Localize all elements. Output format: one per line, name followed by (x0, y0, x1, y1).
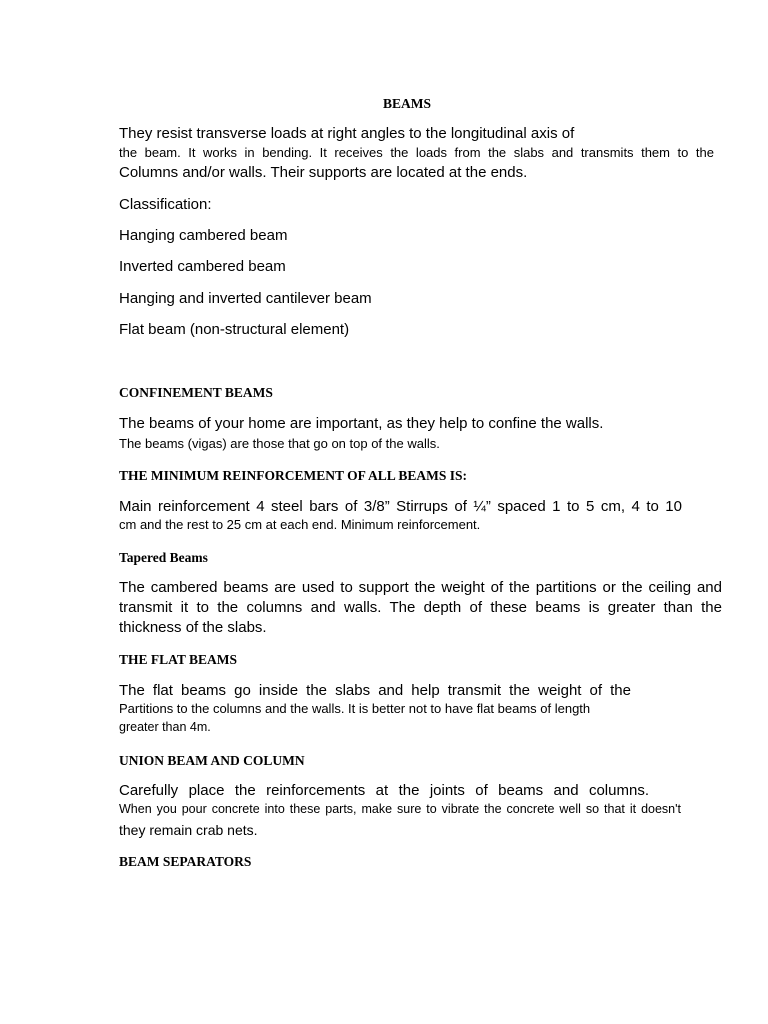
page-title: BEAMS (382, 96, 431, 111)
union-line-3: they remain crab nets. (119, 822, 258, 838)
union-line-2: When you pour concrete into these parts, make sure to vibrate the concrete well so that it doesn't (119, 802, 681, 816)
intro-line-3: Columns and/or walls. Their supports are located at the ends. (119, 164, 528, 181)
tapered-paragraph: The cambered beams are used to support the weight of the partitions or the ceiling and transmit it to the columns and walls. The depth of these beams is greater than the thickness of the slabs. (119, 579, 722, 636)
classification-item: Hanging cambered beam (119, 227, 288, 244)
classification-item: Hanging and inverted cantilever beam (119, 290, 372, 307)
flat-line-1: The flat beams go inside the slabs and help transmit the weight of the (119, 682, 631, 699)
flat-line-2: Partitions to the columns and the walls. It is better not to have flat beams of length (119, 701, 591, 716)
intro-line-1: They resist transverse loads at right angles to the longitudinal axis of (119, 125, 575, 142)
flat-line-3: greater than 4m. (119, 720, 211, 734)
section-heading-union: UNION BEAM AND COLUMN (119, 753, 305, 768)
minimum-line-2: cm and the rest to 25 cm at each end. Minimum reinforcement. (119, 517, 481, 532)
confinement-line-2: The beams (vigas) are those that go on top of the walls. (119, 436, 440, 451)
union-line-1: Carefully place the reinforcements at the joints of beams and columns. (119, 782, 649, 799)
section-heading-confinement: CONFINEMENT BEAMS (119, 385, 273, 400)
section-heading-flat: THE FLAT BEAMS (119, 652, 238, 667)
section-heading-separators: BEAM SEPARATORS (119, 854, 252, 869)
classification-label: Classification: (119, 196, 212, 213)
section-heading-minimum: THE MINIMUM REINFORCEMENT OF ALL BEAMS IS: (119, 468, 468, 483)
classification-item: Inverted cambered beam (119, 258, 286, 275)
confinement-line-1: The beams of your home are important, as they help to confine the walls. (119, 415, 604, 432)
intro-line-2: the beam. It works in bending. It receives the loads from the slabs and transmits them to the (119, 145, 714, 160)
classification-item: Flat beam (non-structural element) (119, 321, 350, 338)
minimum-line-1: Main reinforcement 4 steel bars of 3/8” Stirrups of ¼” spaced 1 to 5 cm, 4 to 10 (119, 498, 682, 515)
section-heading-tapered: Tapered Beams (119, 550, 208, 565)
